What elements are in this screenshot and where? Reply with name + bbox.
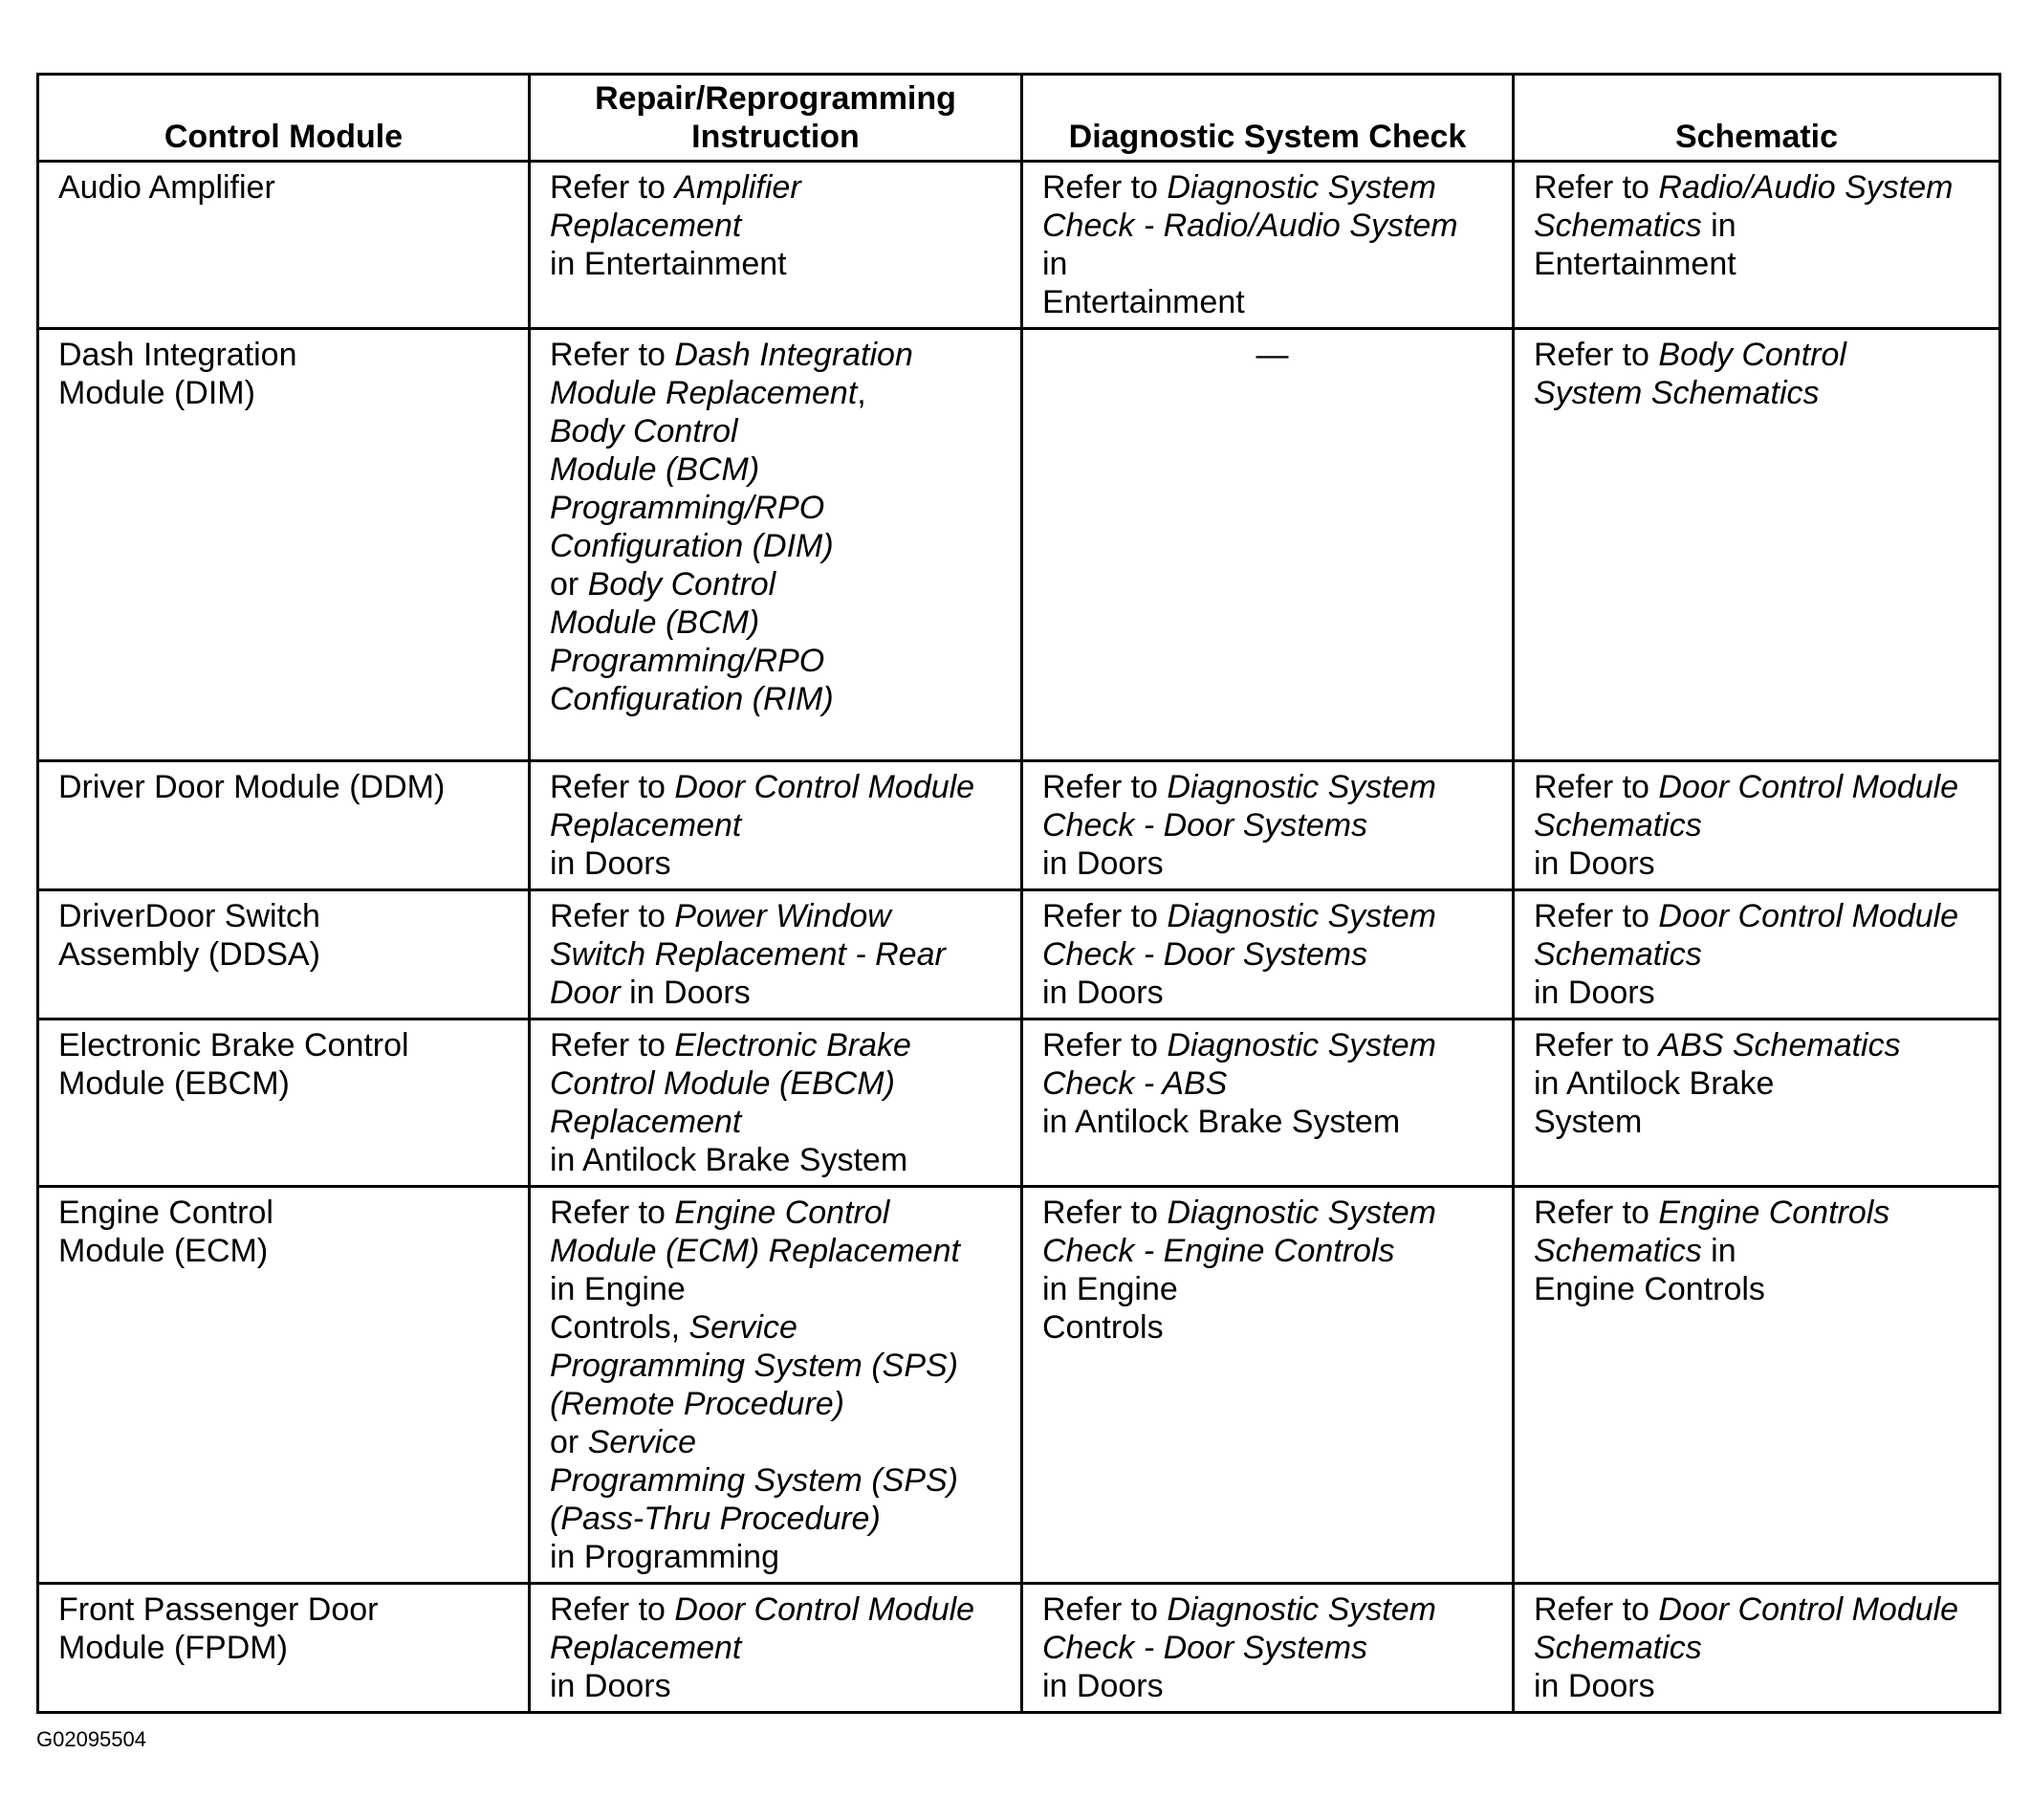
cell-line [1534, 1590, 1989, 1629]
cell-line [550, 527, 1011, 565]
reference-title: Module (BCM) [550, 451, 760, 488]
module-line: Module (DIM) [58, 375, 255, 411]
cell-line [1534, 1026, 1989, 1064]
module-line: Engine Control [58, 1195, 273, 1231]
reference-text: in Doors [620, 975, 751, 1011]
cell-line [1042, 844, 1502, 883]
cell-line [1042, 283, 1502, 321]
reference-text: in Doors [1042, 845, 1164, 882]
reference-title: Schematics [1534, 936, 1702, 973]
reference-text: or [550, 566, 588, 603]
reference-text: Refer to [550, 1591, 675, 1628]
cell-line [1534, 1232, 1989, 1270]
empty-dash: — [1256, 337, 1289, 373]
header-diagnostic-check: Diagnostic System Check [1022, 75, 1514, 162]
cell-line [550, 207, 1011, 245]
reference-title: Diagnostic System [1167, 169, 1436, 206]
reference-title: Engine Controls [1658, 1195, 1890, 1231]
reference-text: in Entertainment [550, 246, 787, 282]
cell-line [550, 768, 1011, 806]
cell-diagnostic-check [1022, 761, 1514, 890]
reference-text: in Doors [1534, 975, 1655, 1011]
table-row [38, 1020, 2000, 1187]
cell-line [550, 935, 1011, 974]
reference-text: Refer to [550, 169, 675, 206]
reference-title: Door Control Module [674, 1591, 975, 1628]
reference-title: Service [688, 1309, 797, 1346]
reference-text: Refer to [550, 337, 675, 373]
cell-line [1042, 1308, 1502, 1347]
cell-repair-instruction [530, 890, 1022, 1020]
reference-text: in Doors [1534, 845, 1655, 882]
cell-line [550, 1308, 1011, 1347]
cell-repair-instruction [530, 329, 1022, 761]
reference-title: Schematics [1534, 208, 1702, 244]
reference-text: or [550, 1424, 588, 1460]
reference-title: Body Control [1658, 337, 1846, 373]
reference-title: Replacement [550, 807, 742, 844]
header-repair-line-2: Instruction [691, 119, 860, 155]
reference-title: Replacement [550, 1630, 742, 1666]
reference-title: Diagnostic System [1167, 769, 1436, 805]
reference-text: in Antilock Brake System [1042, 1104, 1401, 1140]
table-body [38, 162, 2000, 1713]
cell-schematic [1514, 890, 2000, 1020]
reference-title: Schematics [1534, 1233, 1702, 1269]
cell-line [550, 642, 1011, 680]
cell-line [1042, 1667, 1502, 1705]
module-line: Driver Door Module (DDM) [58, 769, 446, 805]
module-line: Front Passenger Door [58, 1591, 379, 1628]
reference-text: Refer to [1534, 1195, 1659, 1231]
cell-line [550, 1500, 1011, 1538]
reference-title: Door Control Module [1658, 898, 1959, 934]
cell-line [1042, 1194, 1502, 1232]
cell-line [550, 1590, 1011, 1629]
reference-text: in Programming [550, 1539, 779, 1575]
cell-line [1534, 1629, 1989, 1667]
cell-line [1534, 1103, 1989, 1141]
reference-text: in Doors [550, 1668, 671, 1704]
module-line: Module (FPDM) [58, 1630, 288, 1666]
cell-line [1042, 974, 1502, 1012]
table-row [38, 1187, 2000, 1584]
cell-line [1042, 935, 1502, 974]
reference-text: Refer to [550, 769, 675, 805]
cell-line [550, 974, 1011, 1012]
reference-text: Controls, [550, 1309, 689, 1346]
cell-schematic [1514, 1020, 2000, 1187]
cell-diagnostic-check [1022, 1020, 1514, 1187]
cell-schematic [1514, 1187, 2000, 1584]
cell-line [550, 844, 1011, 883]
reference-title: Module (ECM) Replacement [550, 1233, 960, 1269]
reference-title: (Remote Procedure) [550, 1386, 845, 1422]
reference-title: Module (BCM) [550, 604, 760, 641]
cell-line [1534, 844, 1989, 883]
cell-line [1042, 1232, 1502, 1270]
table-row [38, 890, 2000, 1020]
cell-line [550, 1629, 1011, 1667]
cell-line [550, 1385, 1011, 1423]
reference-text: in Engine [1042, 1271, 1178, 1307]
cell-line [1042, 207, 1502, 245]
reference-title: Check - Radio/Audio System [1042, 208, 1458, 244]
reference-text: Engine Controls [1534, 1271, 1765, 1307]
reference-text: in [1701, 208, 1736, 244]
cell-schematic [1514, 761, 2000, 890]
cell-line [1534, 1194, 1989, 1232]
cell-line [550, 1270, 1011, 1308]
reference-text: in Doors [1042, 1668, 1164, 1704]
cell-line [1042, 1103, 1502, 1141]
cell-line [1534, 806, 1989, 844]
reference-text: Refer to [1042, 1027, 1168, 1063]
cell-line [1042, 768, 1502, 806]
module-line: Audio Amplifier [58, 169, 275, 206]
cell-line [550, 1232, 1011, 1270]
reference-title: (Pass-Thru Procedure) [550, 1501, 881, 1537]
reference-text: Entertainment [1042, 284, 1245, 320]
cell-line [550, 489, 1011, 527]
table-row [38, 761, 2000, 890]
cell-line [1534, 768, 1989, 806]
reference-title: Replacement [550, 208, 742, 244]
reference-title: Body Control [550, 413, 738, 450]
cell-line [550, 1347, 1011, 1385]
header-control-module: Control Module [38, 75, 530, 162]
reference-text: in [1042, 246, 1068, 282]
table-row [38, 162, 2000, 329]
reference-title: Body Control [587, 566, 776, 603]
reference-title: Door Control Module [1658, 1591, 1959, 1628]
reference-title: Configuration (RIM) [550, 681, 834, 717]
reference-title: Door Control Module [674, 769, 975, 805]
cell-repair-instruction [530, 1187, 1022, 1584]
reference-title: Check - Door Systems [1042, 936, 1368, 973]
reference-title: Dash Integration [674, 337, 913, 373]
cell-line [1534, 1667, 1989, 1705]
module-line: Module (EBCM) [58, 1065, 290, 1102]
reference-text: Refer to [1534, 169, 1659, 206]
cell-line [550, 806, 1011, 844]
reference-text: Entertainment [1534, 246, 1736, 282]
cell-repair-instruction [530, 761, 1022, 890]
cell-line [550, 897, 1011, 935]
reference-text: in Engine [550, 1271, 686, 1307]
cell-line [550, 412, 1011, 450]
reference-text: , [857, 375, 866, 411]
reference-title: Replacement [550, 1104, 742, 1140]
cell-line [1534, 897, 1989, 935]
reference-text: Refer to [550, 1027, 675, 1063]
cell-diagnostic-check [1022, 1584, 1514, 1713]
cell-line [1534, 245, 1989, 283]
cell-line [550, 1423, 1011, 1461]
reference-title: Programming/RPO [550, 643, 825, 679]
cell-line [550, 565, 1011, 603]
reference-text: Refer to [1534, 769, 1659, 805]
reference-title: System Schematics [1534, 375, 1820, 411]
reference-title: Configuration (DIM) [550, 528, 834, 564]
module-line: Dash Integration [58, 337, 297, 373]
cell-line [550, 1064, 1011, 1103]
module-line: DriverDoor Switch [58, 898, 320, 934]
reference-text: in [1701, 1233, 1736, 1269]
cell-line [550, 168, 1011, 207]
cell-line [1042, 245, 1502, 283]
reference-title: Schematics [1534, 807, 1702, 844]
cell-control-module [38, 1187, 530, 1584]
reference-text: Refer to [1042, 1195, 1168, 1231]
cell-line [1042, 1590, 1502, 1629]
cell-line [1042, 1064, 1502, 1103]
reference-text: in Antilock Brake [1534, 1065, 1775, 1102]
reference-text: Refer to [550, 1195, 675, 1231]
reference-title: Check - Door Systems [1042, 807, 1368, 844]
cell-control-module [38, 761, 530, 890]
cell-repair-instruction [530, 162, 1022, 329]
cell-line [550, 1667, 1011, 1705]
cell-control-module [38, 1020, 530, 1187]
reference-title: Diagnostic System [1167, 1195, 1436, 1231]
cell-line [1534, 974, 1989, 1012]
reference-title: Schematics [1534, 1630, 1702, 1666]
module-line: Assembly (DDSA) [58, 936, 320, 973]
reference-title: Programming/RPO [550, 490, 825, 526]
cell-line [1042, 1026, 1502, 1064]
header-row [38, 75, 2000, 162]
cell-line [1042, 1270, 1502, 1308]
module-line: Module (ECM) [58, 1233, 269, 1269]
cell-line [550, 374, 1011, 412]
reference-text: Refer to [1042, 169, 1168, 206]
cell-line [1042, 168, 1502, 207]
cell-line [1534, 168, 1989, 207]
cell-line [1534, 374, 1989, 412]
reference-title: Engine Control [674, 1195, 890, 1231]
cell-line [550, 336, 1011, 374]
reference-title: Diagnostic System [1167, 898, 1436, 934]
reference-title: Switch Replacement - Rear [550, 936, 946, 973]
cell-line [1534, 207, 1989, 245]
cell-line [1534, 336, 1989, 374]
reference-title: Diagnostic System [1167, 1027, 1436, 1063]
reference-title: Service [587, 1424, 697, 1460]
table-row [38, 329, 2000, 761]
reference-text: Refer to [1534, 1027, 1659, 1063]
module-line: Electronic Brake Control [58, 1027, 409, 1063]
cell-control-module [38, 162, 530, 329]
cell-repair-instruction [530, 1020, 1022, 1187]
cell-schematic [1514, 329, 2000, 761]
reference-title: Door Control Module [1658, 769, 1959, 805]
header-repair-instruction [530, 75, 1022, 162]
cell-line [550, 603, 1011, 642]
reference-title: Power Window [674, 898, 891, 934]
cell-schematic [1514, 1584, 2000, 1713]
cell-diagnostic-check [1022, 1187, 1514, 1584]
reference-title: Radio/Audio System [1658, 169, 1954, 206]
reference-text: in Doors [1534, 1668, 1655, 1704]
cell-line [550, 1141, 1011, 1179]
cell-line [1042, 897, 1502, 935]
cell-line [1534, 935, 1989, 974]
figure-id: G02095504 [36, 1727, 146, 1751]
cell-line [550, 1538, 1011, 1576]
header-repair-line-1: Repair/Reprogramming [595, 80, 956, 117]
cell-line [550, 1461, 1011, 1500]
reference-text: in Antilock Brake System [550, 1142, 908, 1178]
cell-line [550, 1026, 1011, 1064]
control-module-table [36, 73, 2001, 1714]
cell-line [1042, 1629, 1502, 1667]
reference-title: Check - Engine Controls [1042, 1233, 1395, 1269]
reference-text: Refer to [1042, 898, 1168, 934]
reference-text: Controls [1042, 1309, 1164, 1346]
cell-schematic [1514, 162, 2000, 329]
reference-text: Refer to [1042, 769, 1168, 805]
reference-title: Control Module (EBCM) [550, 1065, 895, 1102]
reference-title: Electronic Brake [674, 1027, 911, 1063]
cell-line [550, 1103, 1011, 1141]
reference-title: Door [550, 975, 621, 1011]
reference-text: in Doors [550, 845, 671, 882]
cell-control-module [38, 329, 530, 761]
cell-line [550, 450, 1011, 489]
reference-text: Refer to [1534, 1591, 1659, 1628]
reference-text: System [1534, 1104, 1643, 1140]
cell-line [550, 245, 1011, 283]
header-schematic: Schematic [1514, 75, 2000, 162]
reference-title: ABS Schematics [1658, 1027, 1901, 1063]
reference-text: Refer to [550, 898, 675, 934]
cell-diagnostic-check [1022, 162, 1514, 329]
reference-title: Check - ABS [1042, 1065, 1228, 1102]
cell-line [1534, 1270, 1989, 1308]
reference-text: Refer to [1534, 898, 1659, 934]
reference-title: Check - Door Systems [1042, 1630, 1368, 1666]
cell-control-module [38, 890, 530, 1020]
table-row [38, 1584, 2000, 1713]
reference-text: in Doors [1042, 975, 1164, 1011]
cell-line [550, 1194, 1011, 1232]
reference-text: Refer to [1042, 1591, 1168, 1628]
reference-title: Diagnostic System [1167, 1591, 1436, 1628]
cell-line [550, 680, 1011, 718]
cell-control-module [38, 1584, 530, 1713]
cell-line [1042, 806, 1502, 844]
cell-line [1534, 1064, 1989, 1103]
reference-title: Module Replacement [550, 375, 858, 411]
cell-diagnostic-check [1022, 890, 1514, 1020]
reference-title: Programming System (SPS) [550, 1348, 958, 1384]
cell-repair-instruction [530, 1584, 1022, 1713]
reference-text: Refer to [1534, 337, 1659, 373]
cell-diagnostic-check [1022, 329, 1514, 761]
reference-title: Programming System (SPS) [550, 1462, 958, 1499]
reference-title: Amplifier [674, 169, 801, 206]
